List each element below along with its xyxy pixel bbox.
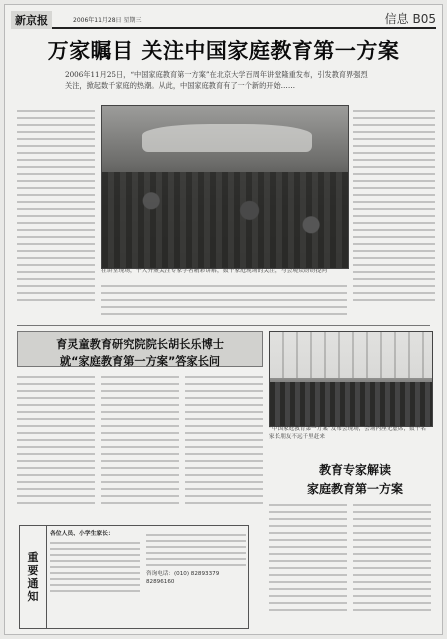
qa-column-3 — [185, 371, 263, 521]
notice-phone: 咨询电话：(010) 82893379 82896160 — [146, 571, 220, 585]
crowd-at-entrance — [270, 382, 432, 426]
audience-crowd — [102, 172, 348, 268]
main-photo — [101, 105, 349, 269]
notice-tag-char-3: 通 — [27, 577, 39, 590]
qa-headline-line1: 育灵童教育研究院院长胡长乐博士 — [56, 338, 224, 351]
notice-contact — [146, 530, 246, 586]
dateline: 2006年11月28日 星期三 — [73, 17, 142, 24]
qa-column-2 — [101, 371, 179, 521]
notice-tag-char-2: 要 — [27, 564, 39, 577]
middle-text-block — [101, 280, 347, 322]
masthead — [11, 11, 436, 29]
newspaper-page — [4, 4, 443, 635]
lead-paragraph: 2006年11月25日，“中国家庭教育第一方案”在北京大学百周年讲堂隆重发布，引发教育界强烈关注，掀起数千家庭的热潮。从此，中国家庭教育有了一个新的开始…… — [65, 70, 368, 90]
newspaper-brand: 新京报 — [11, 11, 52, 29]
main-photo-caption: 在讲堂现场，千人齐聚关注专家学者精彩讲解，数千家庭现场的关注，与会观众纷纷提问 — [101, 268, 328, 274]
main-headline: 万家瞩目 关注中国家庭教育第一方案 — [47, 39, 400, 63]
notice-tag-char-4: 知 — [27, 590, 39, 603]
notice-body — [50, 530, 140, 596]
venue-photo-caption: “中国家庭教育第一方案”发布会现场，会场内座无虚席，数千名家长朋友不远千里赶来 — [269, 426, 426, 440]
building-facade — [270, 332, 432, 378]
stage-backdrop — [142, 124, 312, 152]
expert-headline — [275, 461, 435, 497]
qa-headline-line2: 就“家庭教育第一方案”答家长问 — [59, 355, 221, 368]
important-notice-box — [19, 525, 249, 629]
right-text-column — [353, 105, 435, 320]
qa-headline-box — [17, 331, 263, 367]
notice-tag-char-1: 重 — [27, 551, 39, 564]
notice-title: 各位人员、小学生家长： — [50, 531, 114, 537]
qa-column-1 — [17, 371, 95, 521]
expert-column-2 — [353, 499, 431, 629]
venue-photo — [269, 331, 433, 427]
expert-headline-line1: 教育专家解读 — [318, 463, 391, 477]
section-label: 信息 B05 — [384, 12, 436, 26]
expert-headline-line2: 家庭教育第一方案 — [306, 482, 403, 496]
left-text-column — [17, 105, 95, 320]
expert-column-1 — [269, 499, 347, 629]
notice-tag — [20, 526, 47, 628]
section-divider — [17, 325, 430, 326]
